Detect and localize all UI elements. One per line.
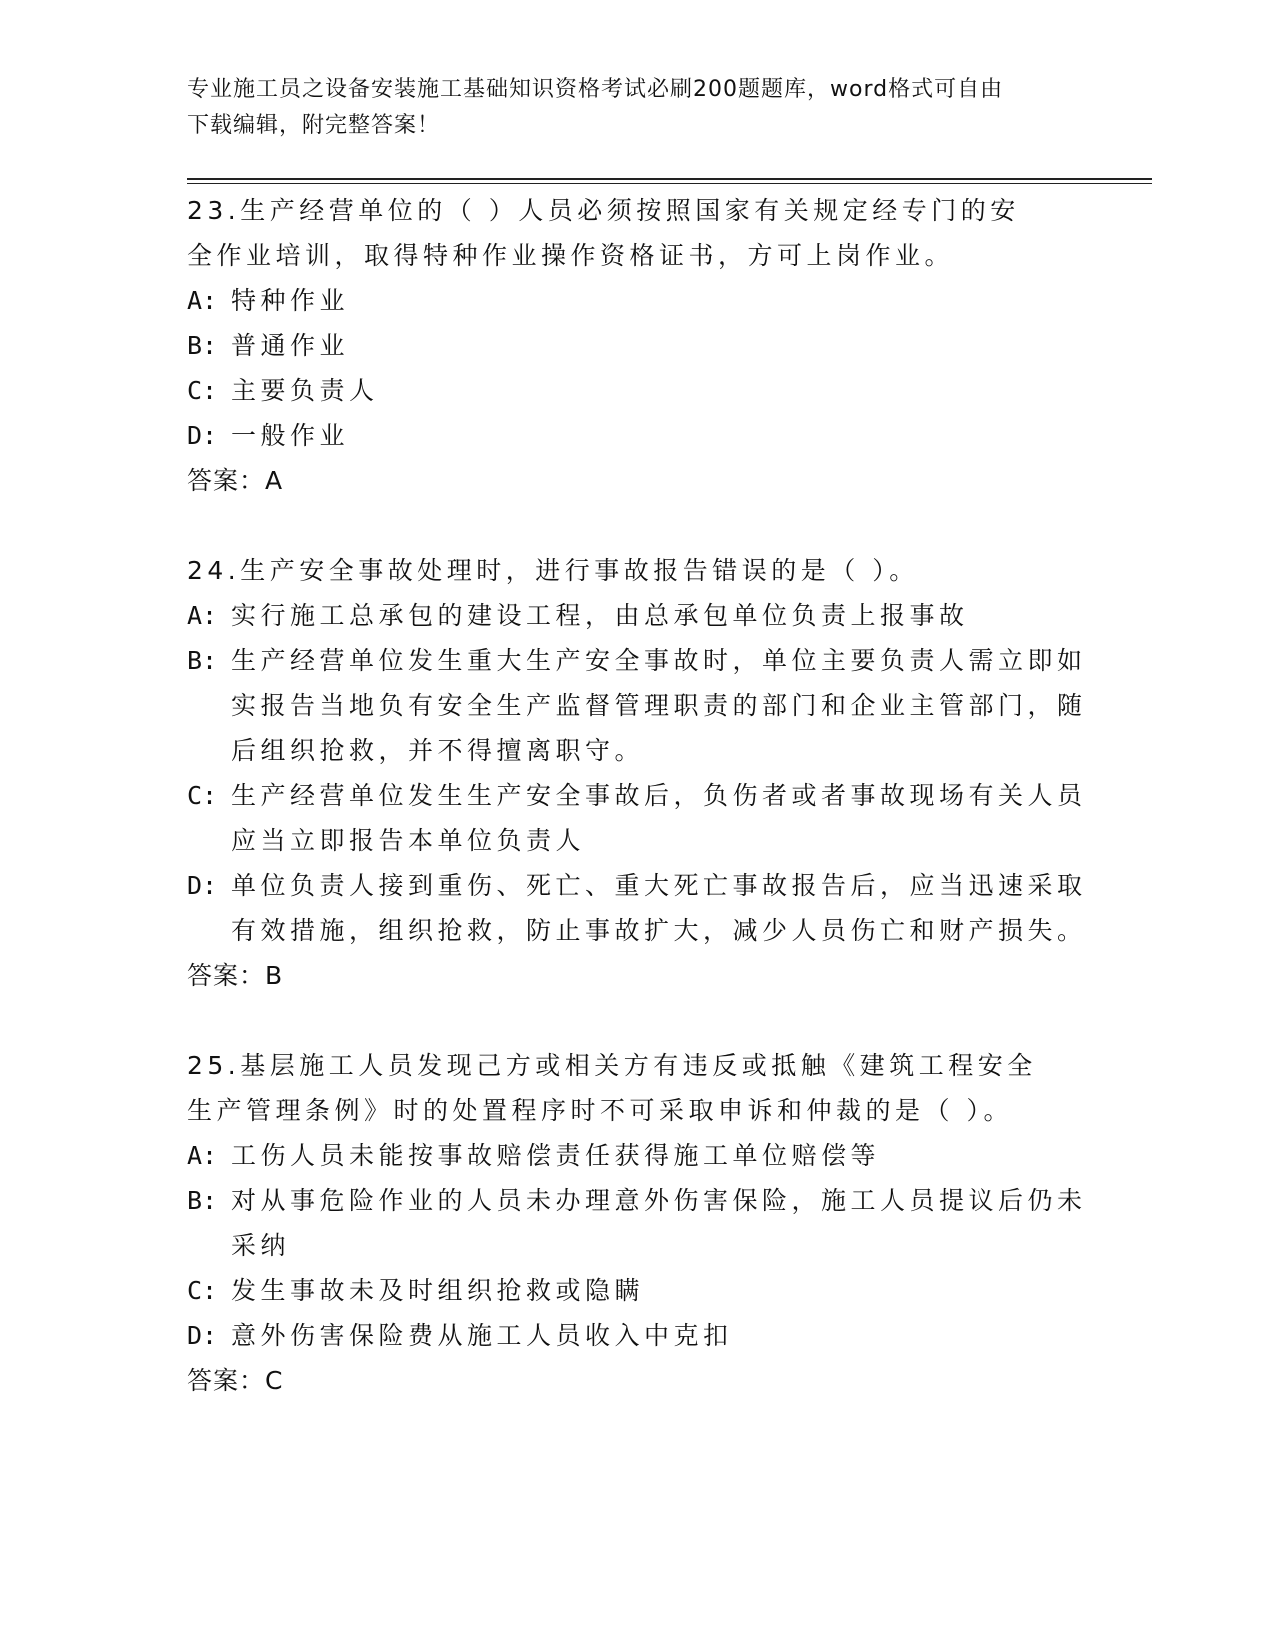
answer-label: 答案：A (187, 466, 284, 495)
question-23 (187, 188, 1087, 503)
document-header (187, 72, 1087, 144)
option-key: D: (187, 1321, 218, 1350)
option-text: 生产经营单位发生生产安全事故后，负伤者或者事故现场有关人员应当立即报告本单位负责人 (231, 781, 1087, 855)
option-b (187, 1178, 1087, 1268)
option-d (187, 863, 1087, 953)
option-text: 单位负责人接到重伤、死亡、重大死亡事故报告后，应当迅速采取有效措施，组织抢救，防止事故扩大，减少人员伤亡和财产损失。 (231, 871, 1087, 945)
option-a (187, 1133, 1087, 1178)
option-key: B: (187, 646, 218, 675)
answer-label: 答案：C (187, 1366, 284, 1395)
option-text: 主要负责人 (231, 376, 379, 405)
option-text: 一般作业 (231, 421, 350, 450)
question-25 (187, 1043, 1087, 1403)
option-d (187, 413, 1087, 458)
option-key: B: (187, 331, 218, 360)
question-24 (187, 548, 1087, 998)
header-line-2: 下载编辑，附完整答案！ (187, 113, 441, 138)
option-c (187, 368, 1087, 413)
option-key: C: (187, 1276, 218, 1305)
header-divider-thin (187, 183, 1152, 184)
answer-label: 答案：B (187, 961, 284, 990)
question-list (187, 188, 1087, 1403)
option-key: A: (187, 1141, 218, 1170)
option-text: 发生事故未及时组织抢救或隐瞒 (231, 1276, 645, 1305)
option-text: 实行施工总承包的建设工程，由总承包单位负责上报事故 (231, 601, 969, 630)
option-c (187, 1268, 1087, 1313)
option-key: D: (187, 421, 218, 450)
option-text: 意外伤害保险费从施工人员收入中克扣 (231, 1321, 733, 1350)
option-c (187, 773, 1087, 863)
question-text: 24.生产安全事故处理时，进行事故报告错误的是（ ）。 (187, 556, 919, 585)
option-text: 工伤人员未能按事故赔偿责任获得施工单位赔偿等 (231, 1141, 881, 1170)
header-line-1: 专业施工员之设备安装施工基础知识资格考试必刷200题题库，word格式可自由 (187, 77, 1004, 102)
option-text: 特种作业 (231, 286, 350, 315)
question-text: 25.基层施工人员发现己方或相关方有违反或抵触《建筑工程安全生产管理条例》时的处置程序时不可采取申诉和仲裁的是（ ）。 (187, 1051, 1037, 1125)
option-a (187, 593, 1087, 638)
question-spacer (187, 998, 1087, 1043)
option-key: C: (187, 781, 218, 810)
option-key: D: (187, 871, 218, 900)
option-text: 对从事危险作业的人员未办理意外伤害保险，施工人员提议后仍未采纳 (231, 1186, 1087, 1260)
option-text: 普通作业 (231, 331, 350, 360)
option-text: 生产经营单位发生重大生产安全事故时，单位主要负责人需立即如实报告当地负有安全生产监督管理职责的部门和企业主管部门，随后组织抢救，并不得擅离职守。 (231, 646, 1087, 765)
question-text: 23.生产经营单位的（ ）人员必须按照国家有关规定经专门的安全作业培训，取得特种作业操作资格证书，方可上岗作业。 (187, 196, 1020, 270)
option-d (187, 1313, 1087, 1358)
option-key: A: (187, 601, 218, 630)
option-key: C: (187, 376, 218, 405)
option-key: B: (187, 1186, 218, 1215)
option-a (187, 278, 1087, 323)
option-b (187, 638, 1087, 773)
option-key: A: (187, 286, 218, 315)
option-b (187, 323, 1087, 368)
header-divider-thick (187, 178, 1152, 180)
question-spacer (187, 503, 1087, 548)
